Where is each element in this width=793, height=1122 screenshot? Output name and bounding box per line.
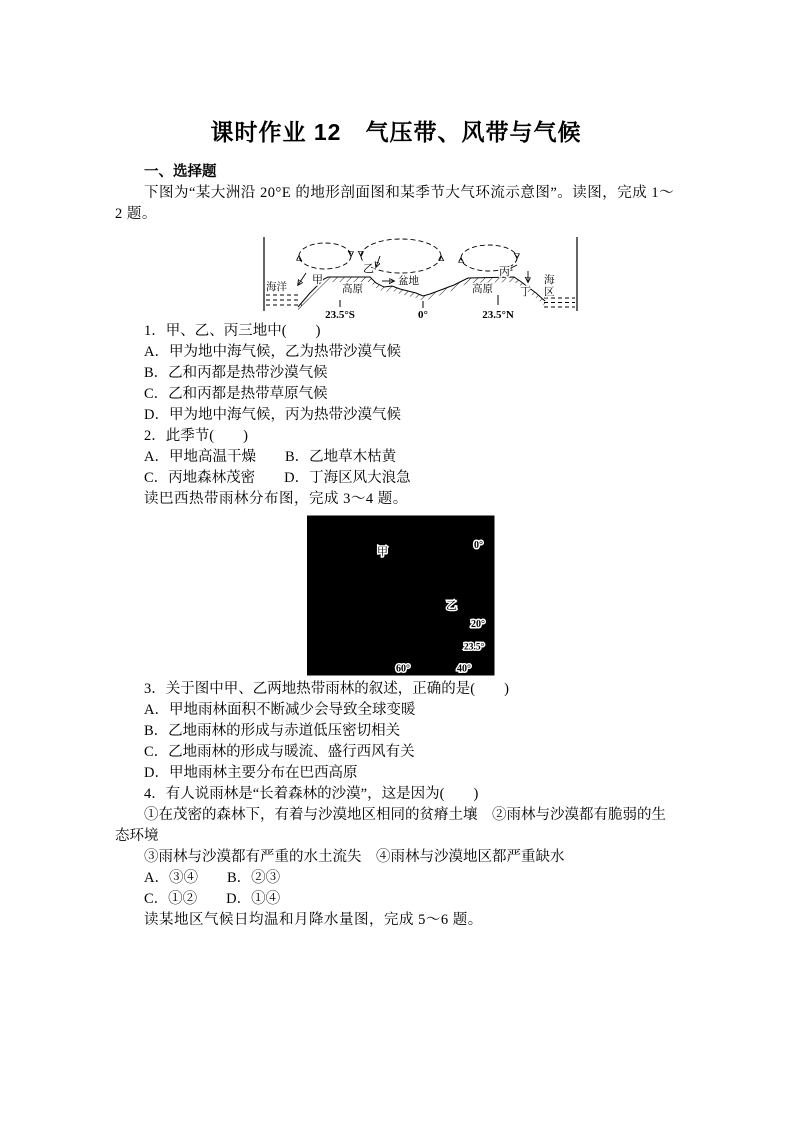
worksheet-content [115, 116, 677, 931]
q3-stem: 3．关于图中甲、乙两地热带雨林的叙述，正确的是( ) [144, 681, 509, 697]
map-label-0deg: 0° [474, 540, 483, 551]
q3-option-d: D．甲地雨林主要分布在巴西高原 [144, 765, 358, 781]
figure-terrain-profile [258, 229, 583, 321]
label-jia: 甲 [312, 274, 323, 286]
label-plateau-left: 高原 [342, 284, 363, 295]
ocean-water-lines [266, 295, 302, 305]
q4-items-1-2: ①在茂密的森林下，有着与沙漠地区相同的贫瘠土壤 ②雨林与沙漠都有脆弱的生态环境 [115, 807, 666, 844]
legend-swatch-rainforest [313, 661, 328, 670]
label-lat-23-5s: 23.5°S [325, 309, 355, 321]
label-ding: 丁 [520, 286, 531, 298]
intro-questions-1-2: 下图为“某大洲沿 20°E 的地形剖面图和某季节大气环流示意图”。读图，完成 1～2 题。 [115, 185, 675, 222]
label-plateau-right: 高原 [472, 284, 493, 295]
intro-questions-3-4: 读巴西热带雨林分布图，完成 3～4 题。 [144, 491, 408, 507]
figure-brazil-rainforest-map [305, 512, 500, 679]
circulation-cell-middle [361, 239, 441, 256]
q4-options-ab: A．③④ B．②③ [144, 870, 281, 886]
circulation-cell-left [299, 256, 351, 269]
label-yi: 乙 [363, 263, 374, 275]
circulation-cells [299, 239, 517, 273]
label-ocean: 海洋 [266, 282, 287, 293]
label-lat-0: 0° [418, 309, 428, 321]
q1-option-b: B．乙和丙都是热带沙漠气候 [144, 365, 328, 381]
brazil-map-svg [305, 512, 500, 679]
q1-option-d: D．甲为地中海气候，丙为热带沙漠气候 [144, 407, 401, 423]
downslope-arrow-jia [298, 273, 306, 285]
map-label-20deg: 20° [471, 619, 485, 630]
q3-option-a: A．甲地雨林面积不断减少会导致全球变暖 [144, 702, 416, 718]
q1-option-a: A．甲为地中海气候，乙为热带沙漠气候 [144, 344, 401, 360]
q2-options-cd: C．丙地森林茂密 D．丁海区风大浪急 [144, 470, 411, 486]
descending-arrow-yi [376, 256, 380, 267]
circulation-cell-left [299, 243, 351, 256]
q4-stem: 4．有人说雨林是“长着森林的沙漠”，这是因为( ) [144, 786, 479, 802]
label-sea-char2: 区 [544, 287, 555, 298]
q2-options-ab: A．甲地高温干燥 B．乙地草木枯黄 [144, 449, 397, 465]
q1-option-c: C．乙和丙都是热带草原气候 [144, 386, 328, 402]
map-label-yi: 乙 [446, 600, 457, 612]
label-lat-23-5n: 23.5°N [482, 309, 514, 321]
map-label-jia: 甲 [377, 546, 388, 558]
terrain-hatch-band [298, 277, 545, 312]
map-label-60deg: 60° [396, 663, 410, 675]
map-label-40deg: 40° [457, 663, 471, 675]
q4-items-3-4: ③雨林与沙漠都有严重的水土流失 ④雨林与沙漠地区都严重缺水 [144, 849, 565, 865]
legend-label-rainforest: 热带雨林 [330, 661, 365, 671]
q4-options-cd: C．①② D．①④ [144, 891, 281, 907]
label-bing: 丙 [499, 266, 510, 278]
intro-questions-5-6: 读某地区气候日均温和月降水量图，完成 5～6 题。 [144, 912, 483, 928]
map-label-23-5deg: 23.5° [464, 642, 485, 653]
page-title: 课时作业 12 气压带、风带与气候 [210, 119, 582, 145]
q2-stem: 2．此季节( ) [144, 428, 248, 444]
terrain-profile-svg [258, 229, 583, 321]
circulation-cell-right [461, 245, 517, 258]
q1-stem: 1．甲、乙、丙三地中( ) [144, 323, 321, 339]
label-sea-char1: 海 [544, 275, 555, 286]
sea-water-lines [544, 298, 575, 307]
label-basin: 盆地 [398, 276, 419, 287]
section-heading: 一、选择题 [144, 164, 217, 180]
q3-option-c: C．乙地雨林的形成与暖流、盛行西风有关 [144, 744, 415, 760]
q3-option-b: B．乙地雨林的形成与赤道低压密切相关 [144, 723, 401, 739]
